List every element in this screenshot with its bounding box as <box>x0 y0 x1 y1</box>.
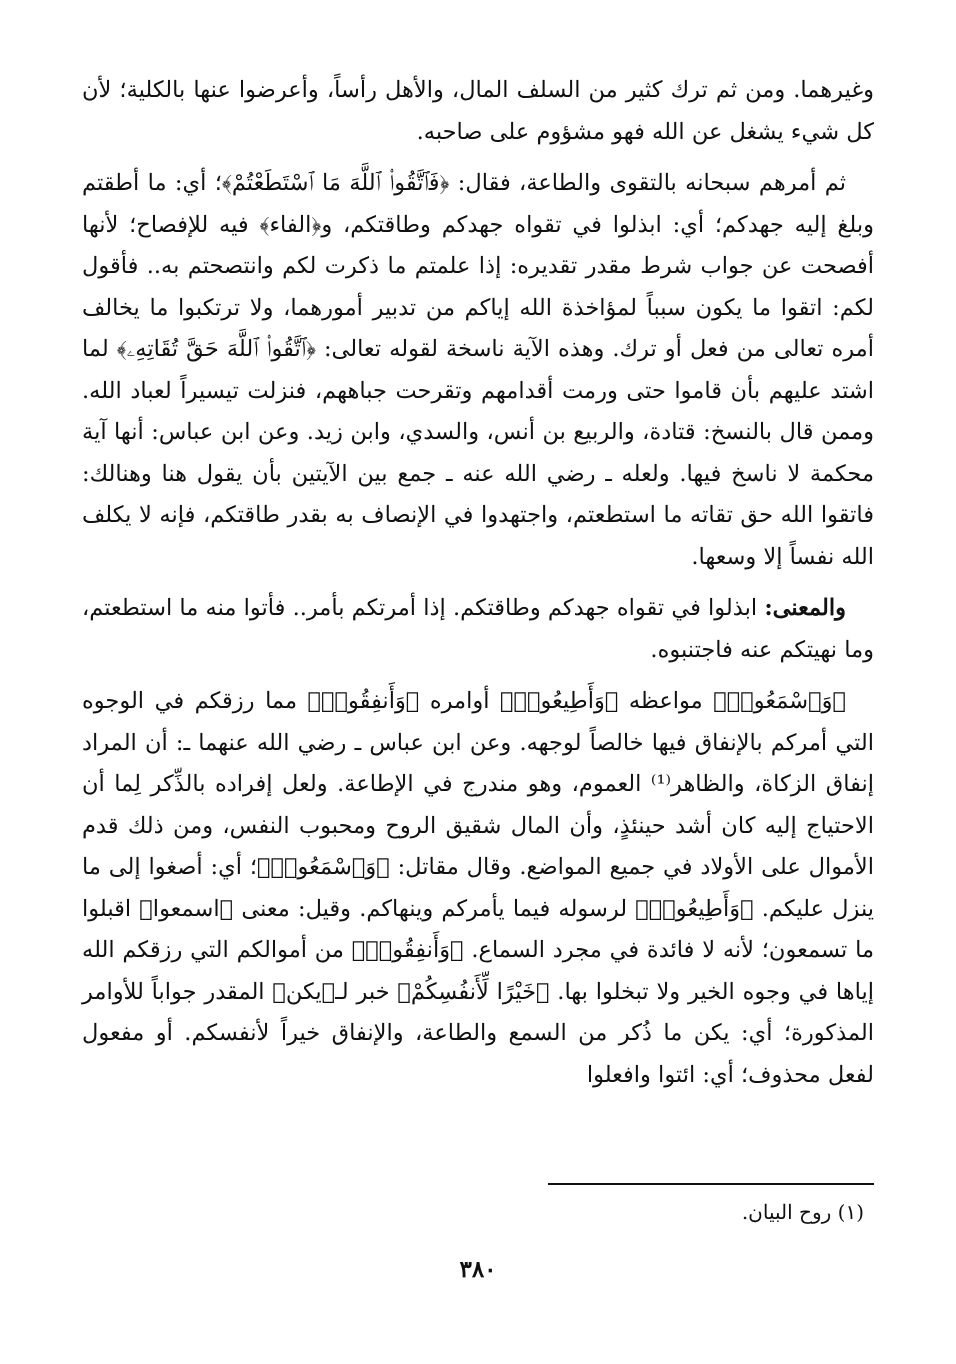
paragraph-1 <box>82 70 874 153</box>
paragraph-2 <box>82 163 874 578</box>
footnote-marker: (١) <box>837 1200 864 1224</box>
page-number: ٣٨٠ <box>459 1256 497 1283</box>
footnote <box>742 1196 864 1228</box>
footnote-divider <box>548 1183 874 1185</box>
paragraph-3-text: ابذلوا في تقواه جهدكم وطاقتكم. إذا أمرتكم بأمر.. فأتوا منه ما استطعتم، وما نهيتكم عنه فاجتنبوه. <box>82 595 874 663</box>
page-body <box>82 70 874 1106</box>
paragraph-3-lead: والمعنى: <box>764 595 846 621</box>
paragraph-4-text: ﴿وَٱسْمَعُوا۟﴾ مواعظه ﴿وَأَطِيعُوا۟﴾ أوامره ﴿وَأَنفِقُوا۟﴾ مما رزقكم في الوجوه التي أمركم بالإنفاق فيها خالصاً لوجهه. وعن ابن عباس ـ رضي الله عنهما ـ: أن المراد إنفاق الزكاة، والظاهر⁽¹⁾ العموم، وهو مندرج في الإطاعة. ولعل إفراده بالذِّكر لِما أن الاحتياج إليه كان أشد حينئذٍ، وأن المال شقيق الروح ومحبوب النفس، ومن ذلك قدم الأموال على الأولاد في جميع المواضع. وقال مقاتل: ﴿وَٱسْمَعُوا۟﴾؛ أي: أصغوا إلى ما ينزل عليكم. ﴿وَأَطِيعُوا۟﴾ لرسوله فيما يأمركم وينهاكم. وقيل: معنى ﴿اسمعوا﴾ اقبلوا ما تسمعون؛ لأنه لا فائدة في مجرد السماع. ﴿وَأَنفِقُوا۟﴾ من أموالكم التي رزقكم الله إياها في وجوه الخير ولا تبخلوا بها. ﴿خَيْرًا لِّأَنفُسِكُمْ﴾ خبر لـ﴿يكن﴾ المقدر جواباً للأوامر المذكورة؛ أي: يكن ما ذُكر من السمع والطاعة، والإنفاق خيراً لأنفسكم. أو مفعول لفعل محذوف؛ أي: ائتوا وافعلوا <box>82 688 874 1088</box>
paragraph-2-text: ثم أمرهم سبحانه بالتقوى والطاعة، فقال: ﴿فَٱتَّقُوا۟ ٱللَّهَ مَا ٱسْتَطَعْتُمْ﴾؛ أي: ما أطقتم وبلغ إليه جهدكم؛ أي: ابذلوا في تقواه جهدكم وطاقتكم، و﴿الفاء﴾ فيه للإفصاح؛ لأنها أفصحت عن جواب شرط مقدر تقديره: إذا علمتم ما ذكرت لكم وانتصحتم به.. فأقول لكم: اتقوا ما يكون سبباً لمؤاخذة الله إياكم من تدبير أمورهما، ولا ترتكبوا ما يخالف أمره تعالى من فعل أو ترك. وهذه الآية ناسخة لقوله تعالى: ﴿ٱتَّقُوا۟ ٱللَّهَ حَقَّ تُقَاتِهِۦ﴾ لما اشتد عليهم بأن قاموا حتى ورمت أقدامهم وتقرحت جباههم، فنزلت تيسيراً لعباد الله. وممن قال بالنسخ: قتادة، والربيع بن أنس، والسدي، وابن زيد. وعن ابن عباس: أنها آية محكمة لا ناسخ فيها. ولعله ـ رضي الله عنه ـ جمع بين الآيتين بأن يقول هنا وهنالك: فاتقوا الله حق تقاته ما استطعتم، واجتهدوا في الإنصاف به بقدر طاقتكم، فإنه لا يكلف الله نفساً إلا وسعها. <box>82 170 874 570</box>
paragraph-3 <box>82 588 874 671</box>
paragraph-1-text: وغيرهما. ومن ثم ترك كثير من السلف المال، والأهل رأساً، وأعرضوا عنها بالكلية؛ لأن كل شيء يشغل عن الله فهو مشؤوم على صاحبه. <box>82 77 874 145</box>
footnote-text: روح البيان. <box>741 1200 832 1224</box>
paragraph-4 <box>82 681 874 1096</box>
